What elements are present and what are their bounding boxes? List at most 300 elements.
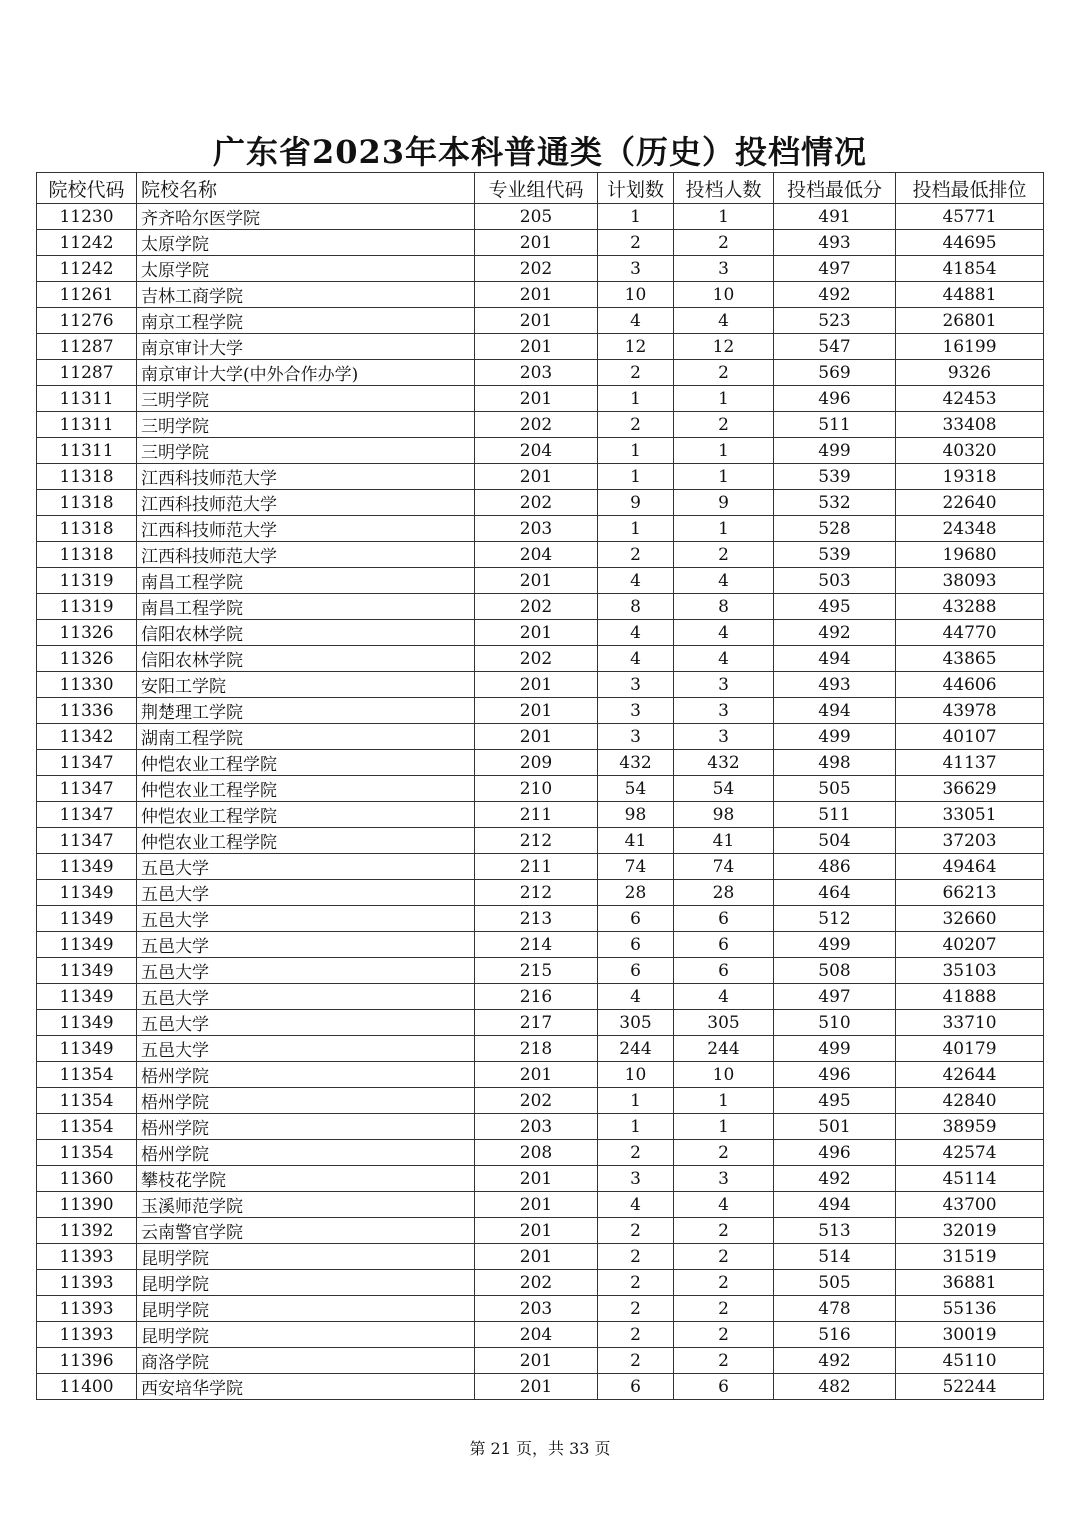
cell-group-code: 202 xyxy=(475,594,598,620)
cell-min-score: 495 xyxy=(774,594,896,620)
cell-min-rank: 40207 xyxy=(896,932,1044,958)
cell-school-name: 江西科技师范大学 xyxy=(137,542,475,568)
table-row xyxy=(37,412,1044,438)
cell-min-score: 508 xyxy=(774,958,896,984)
table-row xyxy=(37,1270,1044,1296)
cell-min-rank: 31519 xyxy=(896,1244,1044,1270)
table-row xyxy=(37,880,1044,906)
cell-admitted-count: 3 xyxy=(674,724,774,750)
cell-min-rank: 42453 xyxy=(896,386,1044,412)
cell-school-code: 11311 xyxy=(37,412,137,438)
cell-min-rank: 32019 xyxy=(896,1218,1044,1244)
cell-plan-count: 244 xyxy=(598,1036,674,1062)
cell-admitted-count: 2 xyxy=(674,1296,774,1322)
cell-plan-count: 2 xyxy=(598,1244,674,1270)
cell-min-score: 569 xyxy=(774,360,896,386)
col-header-min-score: 投档最低分 xyxy=(774,173,896,204)
cell-plan-count: 305 xyxy=(598,1010,674,1036)
cell-plan-count: 3 xyxy=(598,1166,674,1192)
cell-min-score: 492 xyxy=(774,1348,896,1374)
cell-plan-count: 2 xyxy=(598,412,674,438)
cell-group-code: 204 xyxy=(475,438,598,464)
cell-min-rank: 45114 xyxy=(896,1166,1044,1192)
cell-school-name: 梧州学院 xyxy=(137,1088,475,1114)
table-row xyxy=(37,620,1044,646)
cell-min-rank: 33408 xyxy=(896,412,1044,438)
cell-min-rank: 38959 xyxy=(896,1114,1044,1140)
cell-group-code: 204 xyxy=(475,542,598,568)
cell-min-score: 464 xyxy=(774,880,896,906)
cell-school-name: 云南警官学院 xyxy=(137,1218,475,1244)
cell-min-score: 482 xyxy=(774,1374,896,1400)
cell-group-code: 204 xyxy=(475,1322,598,1348)
cell-admitted-count: 4 xyxy=(674,1192,774,1218)
cell-plan-count: 41 xyxy=(598,828,674,854)
cell-school-name: 南昌工程学院 xyxy=(137,594,475,620)
cell-admitted-count: 4 xyxy=(674,308,774,334)
cell-min-rank: 33051 xyxy=(896,802,1044,828)
table-row xyxy=(37,854,1044,880)
cell-group-code: 202 xyxy=(475,490,598,516)
cell-min-rank: 44881 xyxy=(896,282,1044,308)
cell-min-rank: 19318 xyxy=(896,464,1044,490)
cell-group-code: 218 xyxy=(475,1036,598,1062)
cell-school-name: 五邑大学 xyxy=(137,932,475,958)
table-row xyxy=(37,1140,1044,1166)
cell-group-code: 211 xyxy=(475,802,598,828)
cell-group-code: 202 xyxy=(475,646,598,672)
cell-min-rank: 19680 xyxy=(896,542,1044,568)
cell-group-code: 201 xyxy=(475,568,598,594)
cell-school-code: 11393 xyxy=(37,1296,137,1322)
cell-school-code: 11330 xyxy=(37,672,137,698)
cell-school-name: 五邑大学 xyxy=(137,854,475,880)
cell-min-rank: 41854 xyxy=(896,256,1044,282)
cell-plan-count: 4 xyxy=(598,984,674,1010)
cell-school-code: 11326 xyxy=(37,646,137,672)
cell-plan-count: 2 xyxy=(598,1218,674,1244)
cell-admitted-count: 3 xyxy=(674,672,774,698)
cell-school-name: 梧州学院 xyxy=(137,1114,475,1140)
cell-plan-count: 1 xyxy=(598,1088,674,1114)
cell-admitted-count: 305 xyxy=(674,1010,774,1036)
cell-min-rank: 45110 xyxy=(896,1348,1044,1374)
cell-min-rank: 36881 xyxy=(896,1270,1044,1296)
cell-admitted-count: 1 xyxy=(674,1114,774,1140)
cell-school-code: 11349 xyxy=(37,1036,137,1062)
cell-min-rank: 32660 xyxy=(896,906,1044,932)
cell-min-rank: 42574 xyxy=(896,1140,1044,1166)
cell-min-rank: 66213 xyxy=(896,880,1044,906)
cell-admitted-count: 2 xyxy=(674,1348,774,1374)
cell-plan-count: 12 xyxy=(598,334,674,360)
cell-admitted-count: 6 xyxy=(674,906,774,932)
cell-admitted-count: 4 xyxy=(674,568,774,594)
cell-school-name: 仲恺农业工程学院 xyxy=(137,802,475,828)
cell-admitted-count: 10 xyxy=(674,1062,774,1088)
cell-min-score: 504 xyxy=(774,828,896,854)
cell-school-name: 五邑大学 xyxy=(137,1036,475,1062)
cell-admitted-count: 10 xyxy=(674,282,774,308)
cell-min-rank: 33710 xyxy=(896,1010,1044,1036)
cell-min-score: 499 xyxy=(774,438,896,464)
cell-school-name: 仲恺农业工程学院 xyxy=(137,776,475,802)
cell-group-code: 201 xyxy=(475,1374,598,1400)
cell-school-name: 五邑大学 xyxy=(137,906,475,932)
cell-plan-count: 2 xyxy=(598,360,674,386)
cell-school-code: 11311 xyxy=(37,386,137,412)
cell-plan-count: 9 xyxy=(598,490,674,516)
cell-group-code: 215 xyxy=(475,958,598,984)
col-header-school-name: 院校名称 xyxy=(137,173,475,204)
cell-min-rank: 43288 xyxy=(896,594,1044,620)
cell-admitted-count: 8 xyxy=(674,594,774,620)
cell-admitted-count: 74 xyxy=(674,854,774,880)
cell-min-score: 512 xyxy=(774,906,896,932)
cell-school-code: 11311 xyxy=(37,438,137,464)
table-row xyxy=(37,802,1044,828)
cell-min-score: 514 xyxy=(774,1244,896,1270)
cell-school-code: 11393 xyxy=(37,1244,137,1270)
cell-min-score: 510 xyxy=(774,1010,896,1036)
cell-school-code: 11349 xyxy=(37,932,137,958)
cell-school-name: 南京工程学院 xyxy=(137,308,475,334)
table-row xyxy=(37,724,1044,750)
cell-school-code: 11393 xyxy=(37,1322,137,1348)
cell-group-code: 201 xyxy=(475,282,598,308)
table-row xyxy=(37,334,1044,360)
cell-group-code: 212 xyxy=(475,828,598,854)
cell-school-code: 11349 xyxy=(37,906,137,932)
cell-school-code: 11347 xyxy=(37,828,137,854)
cell-group-code: 205 xyxy=(475,204,598,230)
cell-group-code: 202 xyxy=(475,256,598,282)
cell-min-score: 523 xyxy=(774,308,896,334)
cell-school-code: 11261 xyxy=(37,282,137,308)
cell-school-name: 荆楚理工学院 xyxy=(137,698,475,724)
cell-min-rank: 38093 xyxy=(896,568,1044,594)
cell-plan-count: 6 xyxy=(598,932,674,958)
cell-min-rank: 41137 xyxy=(896,750,1044,776)
cell-school-code: 11349 xyxy=(37,880,137,906)
table-row xyxy=(37,386,1044,412)
cell-admitted-count: 3 xyxy=(674,256,774,282)
cell-admitted-count: 4 xyxy=(674,620,774,646)
cell-min-score: 516 xyxy=(774,1322,896,1348)
cell-min-score: 496 xyxy=(774,386,896,412)
table-row xyxy=(37,1322,1044,1348)
table-row xyxy=(37,1062,1044,1088)
cell-school-name: 南京审计大学(中外合作办学) xyxy=(137,360,475,386)
cell-admitted-count: 3 xyxy=(674,698,774,724)
cell-min-rank: 55136 xyxy=(896,1296,1044,1322)
table-row xyxy=(37,958,1044,984)
cell-min-score: 492 xyxy=(774,282,896,308)
cell-admitted-count: 1 xyxy=(674,204,774,230)
cell-school-code: 11318 xyxy=(37,464,137,490)
cell-school-code: 11342 xyxy=(37,724,137,750)
cell-admitted-count: 2 xyxy=(674,1270,774,1296)
table-row xyxy=(37,1296,1044,1322)
cell-group-code: 214 xyxy=(475,932,598,958)
cell-school-code: 11336 xyxy=(37,698,137,724)
cell-school-name: 梧州学院 xyxy=(137,1140,475,1166)
cell-school-code: 11318 xyxy=(37,490,137,516)
cell-min-rank: 36629 xyxy=(896,776,1044,802)
table-row xyxy=(37,1036,1044,1062)
cell-school-code: 11326 xyxy=(37,620,137,646)
table-row xyxy=(37,308,1044,334)
cell-min-rank: 16199 xyxy=(896,334,1044,360)
cell-admitted-count: 2 xyxy=(674,412,774,438)
cell-school-code: 11390 xyxy=(37,1192,137,1218)
cell-school-code: 11347 xyxy=(37,776,137,802)
cell-group-code: 201 xyxy=(475,230,598,256)
cell-school-name: 五邑大学 xyxy=(137,880,475,906)
cell-plan-count: 6 xyxy=(598,958,674,984)
cell-plan-count: 6 xyxy=(598,906,674,932)
cell-group-code: 203 xyxy=(475,360,598,386)
cell-school-code: 11400 xyxy=(37,1374,137,1400)
cell-plan-count: 98 xyxy=(598,802,674,828)
cell-admitted-count: 54 xyxy=(674,776,774,802)
cell-min-score: 497 xyxy=(774,984,896,1010)
col-header-school-code: 院校代码 xyxy=(37,173,137,204)
cell-school-code: 11242 xyxy=(37,230,137,256)
cell-plan-count: 4 xyxy=(598,308,674,334)
cell-min-score: 486 xyxy=(774,854,896,880)
cell-admitted-count: 4 xyxy=(674,984,774,1010)
cell-school-code: 11354 xyxy=(37,1062,137,1088)
table-row xyxy=(37,828,1044,854)
cell-school-code: 11287 xyxy=(37,334,137,360)
cell-admitted-count: 6 xyxy=(674,1374,774,1400)
cell-group-code: 201 xyxy=(475,1166,598,1192)
cell-school-code: 11360 xyxy=(37,1166,137,1192)
table-row xyxy=(37,906,1044,932)
cell-group-code: 203 xyxy=(475,1296,598,1322)
cell-group-code: 210 xyxy=(475,776,598,802)
cell-plan-count: 1 xyxy=(598,1114,674,1140)
cell-min-rank: 26801 xyxy=(896,308,1044,334)
cell-min-score: 497 xyxy=(774,256,896,282)
cell-min-score: 501 xyxy=(774,1114,896,1140)
cell-school-code: 11287 xyxy=(37,360,137,386)
cell-min-rank: 43978 xyxy=(896,698,1044,724)
cell-plan-count: 3 xyxy=(598,698,674,724)
table-row xyxy=(37,1192,1044,1218)
cell-group-code: 203 xyxy=(475,516,598,542)
cell-school-name: 昆明学院 xyxy=(137,1322,475,1348)
cell-plan-count: 28 xyxy=(598,880,674,906)
cell-min-score: 492 xyxy=(774,1166,896,1192)
cell-school-code: 11318 xyxy=(37,542,137,568)
table-row xyxy=(37,932,1044,958)
cell-group-code: 201 xyxy=(475,1192,598,1218)
cell-school-name: 五邑大学 xyxy=(137,958,475,984)
cell-min-rank: 22640 xyxy=(896,490,1044,516)
table-row xyxy=(37,1114,1044,1140)
cell-min-score: 513 xyxy=(774,1218,896,1244)
cell-min-score: 491 xyxy=(774,204,896,230)
cell-school-name: 太原学院 xyxy=(137,256,475,282)
cell-school-name: 信阳农林学院 xyxy=(137,620,475,646)
cell-min-score: 505 xyxy=(774,1270,896,1296)
cell-plan-count: 74 xyxy=(598,854,674,880)
cell-group-code: 208 xyxy=(475,1140,598,1166)
col-header-admitted-count: 投档人数 xyxy=(674,173,774,204)
cell-school-code: 11347 xyxy=(37,802,137,828)
table-row xyxy=(37,204,1044,230)
cell-school-code: 11230 xyxy=(37,204,137,230)
table-row xyxy=(37,464,1044,490)
cell-plan-count: 54 xyxy=(598,776,674,802)
cell-school-code: 11393 xyxy=(37,1270,137,1296)
cell-school-name: 南昌工程学院 xyxy=(137,568,475,594)
cell-admitted-count: 2 xyxy=(674,1244,774,1270)
cell-admitted-count: 2 xyxy=(674,1218,774,1244)
table-row xyxy=(37,568,1044,594)
cell-school-name: 昆明学院 xyxy=(137,1296,475,1322)
cell-min-score: 499 xyxy=(774,724,896,750)
cell-min-score: 547 xyxy=(774,334,896,360)
cell-school-name: 西安培华学院 xyxy=(137,1374,475,1400)
cell-min-rank: 40107 xyxy=(896,724,1044,750)
table-row xyxy=(37,1088,1044,1114)
cell-min-rank: 45771 xyxy=(896,204,1044,230)
cell-school-name: 仲恺农业工程学院 xyxy=(137,750,475,776)
cell-min-score: 496 xyxy=(774,1140,896,1166)
cell-school-name: 商洛学院 xyxy=(137,1348,475,1374)
cell-plan-count: 3 xyxy=(598,256,674,282)
cell-group-code: 201 xyxy=(475,1348,598,1374)
cell-plan-count: 2 xyxy=(598,1348,674,1374)
cell-school-name: 吉林工商学院 xyxy=(137,282,475,308)
cell-min-rank: 40179 xyxy=(896,1036,1044,1062)
cell-school-code: 11354 xyxy=(37,1088,137,1114)
table-row xyxy=(37,360,1044,386)
cell-school-code: 11276 xyxy=(37,308,137,334)
cell-group-code: 201 xyxy=(475,724,598,750)
cell-school-name: 信阳农林学院 xyxy=(137,646,475,672)
cell-min-score: 505 xyxy=(774,776,896,802)
table-row xyxy=(37,776,1044,802)
cell-school-name: 江西科技师范大学 xyxy=(137,490,475,516)
cell-school-name: 江西科技师范大学 xyxy=(137,464,475,490)
cell-plan-count: 2 xyxy=(598,230,674,256)
cell-group-code: 201 xyxy=(475,672,598,698)
cell-admitted-count: 6 xyxy=(674,932,774,958)
cell-min-rank: 43865 xyxy=(896,646,1044,672)
cell-min-score: 511 xyxy=(774,802,896,828)
cell-min-score: 492 xyxy=(774,620,896,646)
page-footer: 第 21 页，共 33 页 xyxy=(469,1439,611,1458)
cell-plan-count: 8 xyxy=(598,594,674,620)
cell-min-rank: 43700 xyxy=(896,1192,1044,1218)
table-row xyxy=(37,1010,1044,1036)
table-row xyxy=(37,490,1044,516)
cell-min-rank: 24348 xyxy=(896,516,1044,542)
cell-school-name: 五邑大学 xyxy=(137,984,475,1010)
table-row xyxy=(37,1374,1044,1400)
cell-min-rank: 35103 xyxy=(896,958,1044,984)
cell-min-score: 494 xyxy=(774,1192,896,1218)
table-row xyxy=(37,230,1044,256)
cell-group-code: 216 xyxy=(475,984,598,1010)
cell-admitted-count: 432 xyxy=(674,750,774,776)
cell-school-name: 五邑大学 xyxy=(137,1010,475,1036)
table-body xyxy=(37,204,1044,1400)
cell-school-code: 11319 xyxy=(37,568,137,594)
cell-min-rank: 40320 xyxy=(896,438,1044,464)
table-row xyxy=(37,1348,1044,1374)
cell-min-rank: 41888 xyxy=(896,984,1044,1010)
cell-school-code: 11396 xyxy=(37,1348,137,1374)
cell-school-code: 11349 xyxy=(37,984,137,1010)
cell-plan-count: 2 xyxy=(598,1322,674,1348)
cell-min-rank: 30019 xyxy=(896,1322,1044,1348)
cell-school-name: 昆明学院 xyxy=(137,1244,475,1270)
table-row xyxy=(37,1166,1044,1192)
cell-plan-count: 3 xyxy=(598,672,674,698)
cell-plan-count: 2 xyxy=(598,1140,674,1166)
cell-plan-count: 1 xyxy=(598,386,674,412)
cell-plan-count: 4 xyxy=(598,646,674,672)
table-row xyxy=(37,1218,1044,1244)
cell-admitted-count: 2 xyxy=(674,1322,774,1348)
cell-admitted-count: 1 xyxy=(674,438,774,464)
cell-admitted-count: 2 xyxy=(674,542,774,568)
col-header-plan-count: 计划数 xyxy=(598,173,674,204)
cell-min-score: 478 xyxy=(774,1296,896,1322)
cell-school-name: 三明学院 xyxy=(137,386,475,412)
cell-admitted-count: 1 xyxy=(674,516,774,542)
cell-min-score: 493 xyxy=(774,672,896,698)
cell-group-code: 202 xyxy=(475,1270,598,1296)
cell-admitted-count: 98 xyxy=(674,802,774,828)
cell-plan-count: 3 xyxy=(598,724,674,750)
cell-plan-count: 6 xyxy=(598,1374,674,1400)
header-row xyxy=(37,173,1044,204)
document-title: 广东省2023年本科普通类（历史）投档情况 xyxy=(212,133,868,171)
cell-group-code: 202 xyxy=(475,1088,598,1114)
table-row xyxy=(37,282,1044,308)
cell-admitted-count: 12 xyxy=(674,334,774,360)
cell-group-code: 201 xyxy=(475,1062,598,1088)
cell-admitted-count: 2 xyxy=(674,1140,774,1166)
cell-admitted-count: 1 xyxy=(674,464,774,490)
cell-admitted-count: 6 xyxy=(674,958,774,984)
cell-school-code: 11354 xyxy=(37,1140,137,1166)
cell-group-code: 201 xyxy=(475,620,598,646)
cell-school-name: 江西科技师范大学 xyxy=(137,516,475,542)
cell-min-score: 495 xyxy=(774,1088,896,1114)
col-header-min-rank: 投档最低排位 xyxy=(896,173,1044,204)
cell-school-code: 11392 xyxy=(37,1218,137,1244)
cell-plan-count: 1 xyxy=(598,204,674,230)
cell-school-name: 梧州学院 xyxy=(137,1062,475,1088)
cell-min-score: 498 xyxy=(774,750,896,776)
cell-plan-count: 432 xyxy=(598,750,674,776)
cell-admitted-count: 2 xyxy=(674,230,774,256)
cell-min-rank: 42840 xyxy=(896,1088,1044,1114)
table-row xyxy=(37,698,1044,724)
cell-admitted-count: 1 xyxy=(674,386,774,412)
cell-group-code: 217 xyxy=(475,1010,598,1036)
cell-group-code: 209 xyxy=(475,750,598,776)
cell-school-code: 11347 xyxy=(37,750,137,776)
table-row xyxy=(37,984,1044,1010)
